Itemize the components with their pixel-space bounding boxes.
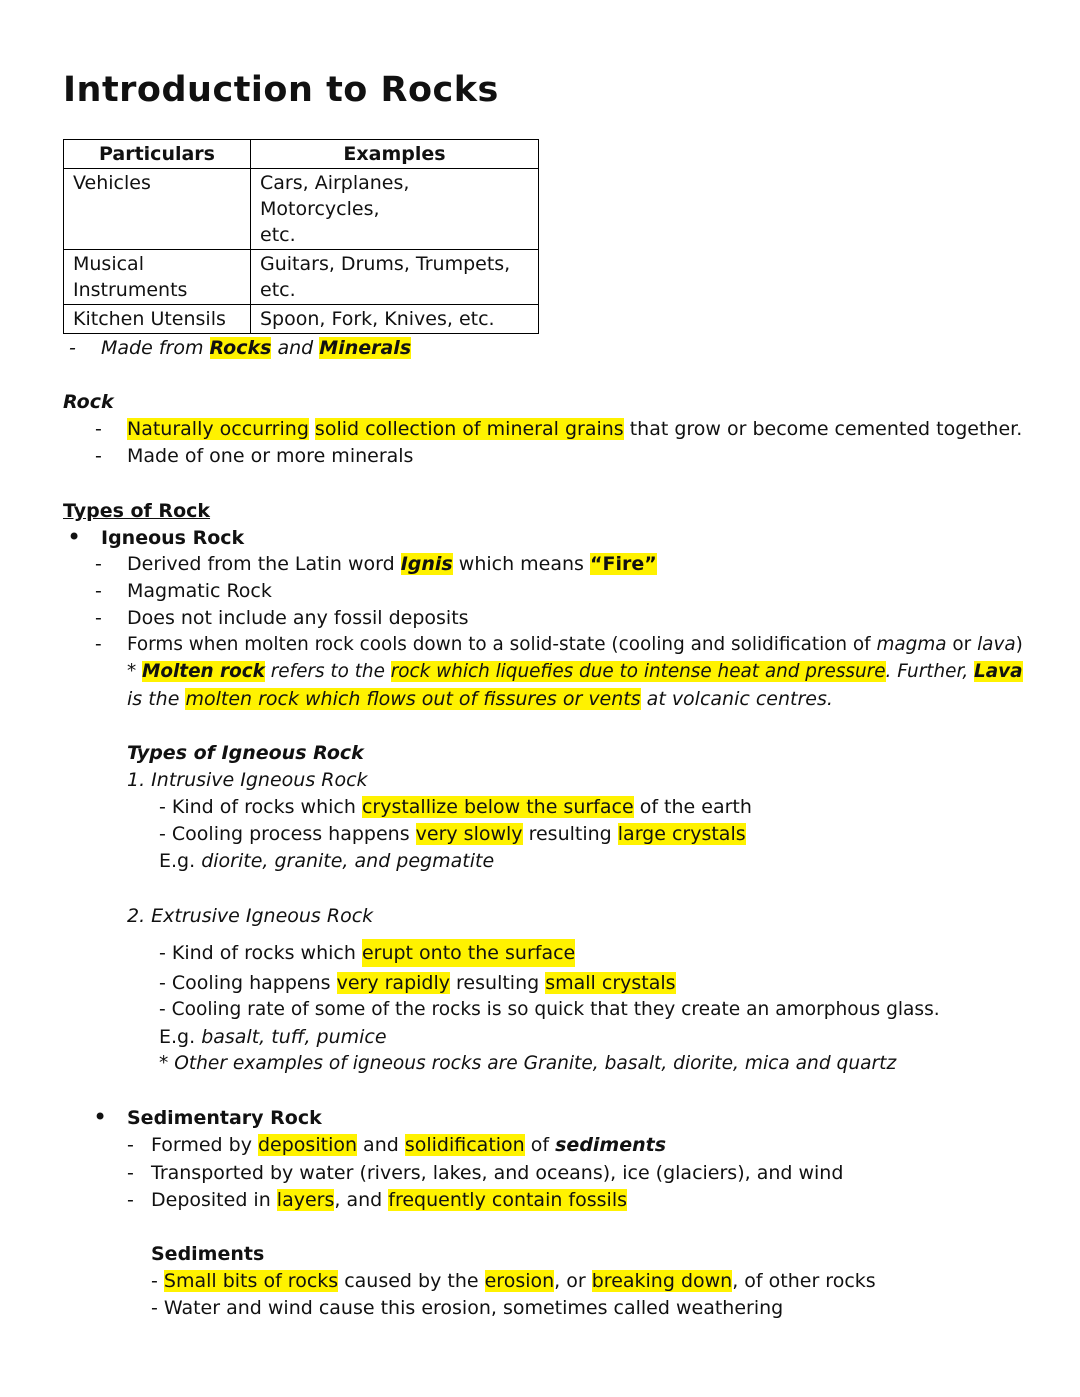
- highlight: erosion: [484, 1270, 555, 1292]
- cell-text: Instruments: [73, 279, 188, 301]
- dash-marker: -: [69, 337, 76, 359]
- rock-heading: Rock: [63, 391, 114, 413]
- text: sediments: [555, 1134, 667, 1156]
- text: Forms when molten rock cools down to a solid-state (cooling and solidification of: [127, 634, 877, 655]
- igneous-heading-line: [67, 523, 245, 551]
- highlight: layers: [276, 1189, 335, 1211]
- sedimentary-line-2: [127, 1160, 844, 1186]
- dash-marker: -: [95, 418, 102, 440]
- page-title: Introduction to Rocks: [63, 70, 499, 110]
- text: Deposited in: [151, 1189, 277, 1211]
- cell-examples: [251, 169, 539, 250]
- text: that grow or become cemented together.: [623, 418, 1023, 440]
- bullet-icon: •: [67, 523, 82, 551]
- rock-line-2: [95, 443, 414, 469]
- text: basalt, tuff, pumice: [201, 1026, 387, 1048]
- highlight: Small bits of rocks: [163, 1270, 339, 1292]
- text: - Cooling process happens: [159, 823, 416, 845]
- text: ): [1015, 634, 1023, 655]
- text: Formed by: [151, 1134, 258, 1156]
- highlight: solidification: [404, 1134, 525, 1156]
- cell-examples: [251, 250, 539, 305]
- text: and: [271, 337, 320, 359]
- extrusive-examples: [159, 1024, 387, 1050]
- intrusive-examples: [159, 848, 494, 874]
- extrusive-title: 2. Extrusive Igneous Rock: [127, 905, 374, 927]
- highlight: molten rock which flows out of fissures or vents: [185, 688, 641, 710]
- text: diorite, granite, and pegmatite: [201, 850, 495, 872]
- highlight-ignis: Ignis: [400, 553, 453, 575]
- text: which means: [452, 553, 590, 575]
- text: - Kind of rocks which: [159, 942, 362, 964]
- text: E.g.: [159, 1026, 202, 1048]
- highlight: erupt onto the surface: [362, 939, 575, 967]
- text: *: [127, 661, 143, 682]
- highlight: frequently contain fossils: [388, 1189, 628, 1211]
- table-row: [64, 169, 539, 250]
- cell-text: Guitars, Drums, Trumpets,: [260, 253, 511, 275]
- text: Made of one or more minerals: [127, 445, 414, 467]
- cell-text: etc.: [260, 224, 296, 246]
- intrusive-title: 1. Intrusive Igneous Rock: [127, 769, 368, 791]
- highlight: very rapidly: [336, 972, 450, 994]
- igneous-line-1: [95, 551, 657, 577]
- header-particulars: Particulars: [64, 140, 251, 169]
- text: -: [151, 1270, 164, 1292]
- sedimentary-line-1: [127, 1132, 667, 1158]
- dash-marker: -: [95, 445, 102, 467]
- igneous-line-2: [95, 578, 272, 604]
- igneous-line-3: [95, 605, 469, 631]
- extrusive-line-b: [159, 970, 676, 996]
- dash-marker: -: [127, 1162, 134, 1184]
- molten-rock-note: [127, 659, 1023, 685]
- cell-particular: Kitchen Utensils: [64, 305, 251, 334]
- cell-text: Cars, Airplanes, Motorcycles,: [260, 172, 410, 220]
- cell-text: Musical: [73, 253, 144, 275]
- text: refers to the: [264, 661, 391, 682]
- dash-marker: -: [95, 634, 102, 655]
- table-row: [64, 305, 539, 334]
- cell-text: etc.: [260, 279, 296, 301]
- text: . Further,: [885, 661, 975, 682]
- made-from-line: [69, 335, 412, 361]
- highlight: rock which liquefies due to intense heat and pressure: [390, 661, 886, 682]
- text: - Kind of rocks which: [159, 796, 362, 818]
- text: , of other rocks: [732, 1270, 876, 1292]
- highlight: breaking down: [591, 1270, 733, 1292]
- text: of: [524, 1134, 556, 1156]
- intrusive-line-b: [159, 821, 746, 847]
- sedimentary-heading-line: [93, 1103, 322, 1131]
- text: , or: [554, 1270, 592, 1292]
- examples-table: [63, 139, 539, 334]
- highlight: Molten rock: [142, 661, 265, 682]
- highlight: large crystals: [617, 823, 746, 845]
- highlight: very slowly: [415, 823, 523, 845]
- extrusive-line-a: [159, 940, 575, 966]
- text: E.g.: [159, 850, 202, 872]
- highlight-rocks: Rocks: [209, 337, 272, 359]
- text: Transported by water (rivers, lakes, and oceans), ice (glaciers), and wind: [151, 1162, 844, 1184]
- highlight: small crystals: [545, 972, 676, 994]
- cell-examples: Spoon, Fork, Knives, etc.: [251, 305, 539, 334]
- types-of-rock-heading: Types of Rock: [63, 500, 211, 522]
- lava-note: [127, 686, 833, 712]
- text: of the earth: [633, 796, 752, 818]
- igneous-line-4: [95, 632, 1023, 658]
- text: Made from: [101, 337, 210, 359]
- text: - Cooling happens: [159, 972, 337, 994]
- text: resulting: [450, 972, 546, 994]
- text: is the: [127, 688, 186, 710]
- text: and: [357, 1134, 405, 1156]
- dash-marker: -: [95, 607, 102, 629]
- cell-particular: [64, 250, 251, 305]
- types-of-igneous-heading: Types of Igneous Rock: [127, 742, 364, 764]
- sediments-heading: Sediments: [151, 1243, 265, 1265]
- text: , and: [334, 1189, 389, 1211]
- sediments-line-1: [151, 1268, 876, 1294]
- header-examples: Examples: [251, 140, 539, 169]
- dash-marker: -: [127, 1134, 134, 1156]
- text: Derived from the Latin word: [127, 553, 401, 575]
- highlight: Lava: [974, 661, 1023, 682]
- table-header-row: [64, 140, 539, 169]
- text: Does not include any fossil deposits: [127, 607, 469, 629]
- highlight: solid collection of mineral grains: [314, 418, 624, 440]
- other-examples-note: * Other examples of igneous rocks are Granite, basalt, diorite, mica and quartz: [159, 1053, 897, 1074]
- sedimentary-line-3: [127, 1187, 628, 1213]
- extrusive-line-c: - Cooling rate of some of the rocks is so quick that they create an amorphous glass.: [159, 999, 940, 1020]
- dash-marker: -: [127, 1189, 134, 1211]
- text: magma: [876, 634, 947, 655]
- bullet-icon: •: [93, 1103, 108, 1131]
- dash-marker: -: [95, 580, 102, 602]
- table-row: [64, 250, 539, 305]
- text: lava: [977, 634, 1016, 655]
- dash-marker: -: [95, 553, 102, 575]
- highlight-fire: “Fire”: [589, 553, 657, 575]
- text: or: [946, 634, 978, 655]
- intrusive-line-a: [159, 794, 752, 820]
- sediments-line-2: - Water and wind cause this erosion, sometimes called weathering: [151, 1297, 784, 1319]
- text: Magmatic Rock: [127, 580, 272, 602]
- highlight: deposition: [258, 1134, 358, 1156]
- highlight: Naturally occurring: [127, 418, 309, 440]
- cell-particular: Vehicles: [64, 169, 251, 250]
- rock-definition: [95, 416, 1023, 442]
- igneous-heading: Igneous Rock: [101, 527, 245, 549]
- text: resulting: [522, 823, 618, 845]
- highlight: crystallize below the surface: [361, 796, 634, 818]
- text: caused by the: [338, 1270, 485, 1292]
- highlight-minerals: Minerals: [319, 337, 412, 359]
- text: at volcanic centres.: [640, 688, 833, 710]
- sedimentary-heading: Sedimentary Rock: [127, 1107, 322, 1129]
